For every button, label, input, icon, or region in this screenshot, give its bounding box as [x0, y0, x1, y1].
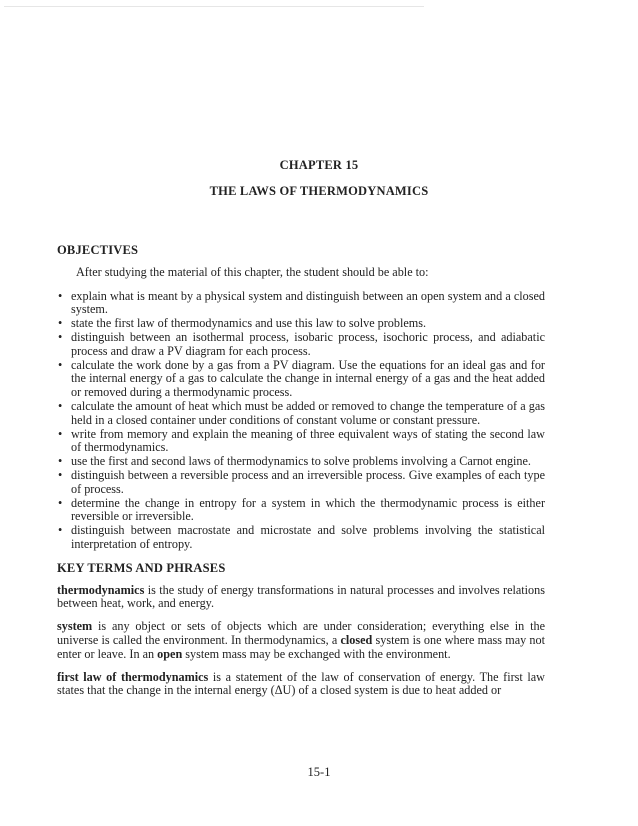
- term-first-law-text: is a statement of the law of conservation of energy. The first law states that the change in the internal energy (ΔU) of a closed system is due to heat added or: [57, 669, 545, 698]
- objective-text: distinguish between macrostate and microstate and solve problems involving the statistical interpretation of entropy.: [71, 523, 545, 551]
- main-content: [57, 244, 545, 707]
- bullet-icon: •: [58, 316, 63, 331]
- term-system-text-3: system mass may be exchanged with the environment.: [182, 646, 451, 661]
- bullet-icon: •: [58, 454, 63, 469]
- objective-item: [57, 400, 545, 428]
- bullet-icon: •: [58, 523, 63, 538]
- chapter-title: THE LAWS OF THERMODYNAMICS: [209, 184, 429, 198]
- bullet-icon: •: [58, 426, 63, 441]
- bullet-icon: •: [58, 329, 63, 344]
- term-first-law-label: first law of thermodynamics: [57, 669, 209, 684]
- term-thermodynamics-text: is the study of energy transformations in natural processes and involves relations between heat, work, and energy.: [57, 582, 545, 611]
- objective-item: [57, 331, 545, 359]
- term-open-label: open: [157, 646, 183, 661]
- objectives-list: [57, 290, 545, 552]
- key-terms-heading: KEY TERMS AND PHRASES: [57, 560, 226, 575]
- objective-item: [57, 317, 545, 331]
- term-system: [57, 620, 545, 661]
- objective-text: calculate the amount of heat which must be added or removed to change the temperature of a gas held in a closed container under conditions of constant volume or constant pressure.: [71, 398, 545, 427]
- objectives-intro: After studying the material of this chapter, the student should be able to:: [76, 264, 429, 279]
- bullet-icon: •: [58, 495, 63, 510]
- page-number: 15-1: [307, 765, 331, 779]
- bullet-icon: •: [58, 288, 63, 303]
- term-closed-label: closed: [340, 632, 373, 647]
- objective-item: [57, 455, 545, 469]
- objective-item: [57, 497, 545, 525]
- term-system-text-1: is any object or sets of objects which are under consideration; everything else in the universe is called the environment. In thermodynamics, a: [57, 619, 545, 647]
- objective-item: [57, 428, 545, 456]
- objectives-heading: OBJECTIVES: [57, 243, 139, 257]
- term-system-text-2: system is one where mass may not enter or leave. In an: [57, 632, 545, 661]
- term-thermodynamics-label: thermodynamics: [57, 582, 145, 597]
- term-system-label: system: [57, 619, 93, 634]
- objective-item: [57, 359, 545, 400]
- objective-text: distinguish between an isothermal process, isobaric process, isochoric process, and adiabatic process and draw a PV diagram for each process.: [71, 329, 545, 358]
- objective-text: calculate the work done by a gas from a PV diagram. Use the equations for an ideal gas and for the internal energy of a gas to calculate the change in internal energy of a gas and the heat added or removed during a thermodynamic process.: [71, 357, 545, 400]
- scan-edge-line: [4, 6, 424, 7]
- term-thermodynamics: [57, 584, 545, 612]
- objective-text: write from memory and explain the meaning of three equivalent ways of stating the second law of thermodynamics.: [71, 426, 545, 455]
- objective-text: explain what is meant by a physical system and distinguish between an open system and a closed system.: [71, 288, 545, 317]
- bullet-icon: •: [58, 398, 63, 413]
- bullet-icon: •: [58, 357, 63, 372]
- objective-text: determine the change in entropy for a system in which the thermodynamic process is either reversible or irreversible.: [71, 495, 545, 524]
- bullet-icon: •: [58, 467, 63, 482]
- objective-item: [57, 524, 545, 552]
- objective-text: state the first law of thermodynamics and use this law to solve problems.: [71, 316, 427, 331]
- objective-text: distinguish between a reversible process and an irreversible process. Give examples of each type of process.: [71, 467, 545, 496]
- term-first-law: [57, 671, 545, 699]
- objective-item: [57, 290, 545, 318]
- objective-item: [57, 469, 545, 497]
- chapter-number: CHAPTER 15: [279, 158, 359, 172]
- objective-text: use the first and second laws of thermodynamics to solve problems involving a Carnot engine.: [71, 454, 531, 469]
